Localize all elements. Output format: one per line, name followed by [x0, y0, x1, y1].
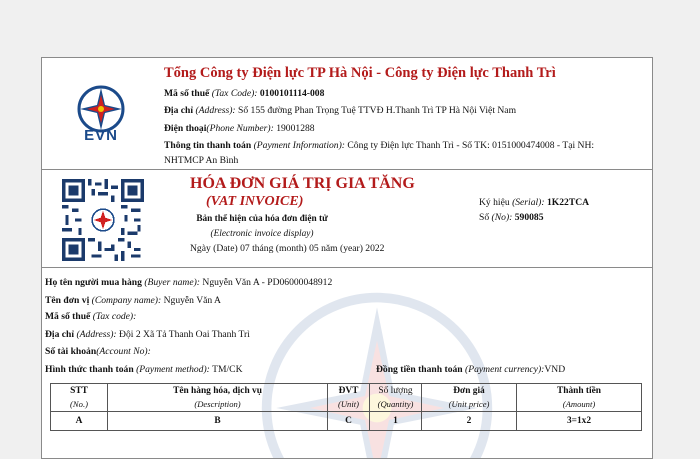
buyer-account-line: [45, 346, 151, 357]
seller-tax-label-en: (Tax Code):: [211, 88, 258, 99]
seller-phone: 19001288: [276, 123, 315, 134]
buyer-name: Nguyễn Văn A - PD06000048912: [202, 277, 333, 288]
buyer-address: Đội 2 Xã Tả Thanh Oai Thanh Trì: [119, 329, 250, 340]
table-cell: 3=1x2: [517, 412, 642, 431]
payment-method: TM/CK: [212, 364, 243, 375]
currency-value: VND: [544, 364, 566, 375]
seller-payment-info: Công ty Điện lực Thanh Trì - Số TK: 0151000474008 - Tại NH:: [347, 140, 595, 151]
invoice-date: Ngày (Date) 07 tháng (month) 05 năm (year) 2022: [190, 243, 385, 254]
display-label-vi: Bản thể hiện của hóa đơn điện tử: [196, 214, 328, 224]
buyer-name-label-en: (Buyer name):: [144, 277, 200, 288]
buyer-address-label: Địa chỉ: [45, 329, 75, 340]
logo-text: EVN: [84, 127, 118, 144]
seller-phone-label-en: (Phone Number):: [206, 123, 274, 134]
currency-label-en: (Payment currency):: [465, 364, 545, 375]
invoice-paper: [41, 57, 653, 459]
buyer-company-label: Tên đơn vị: [45, 295, 90, 306]
seller-address-label: Địa chỉ: [164, 105, 194, 116]
header-divider: [42, 169, 652, 170]
seller-tax-line: [164, 88, 324, 99]
seller-address-line: [164, 105, 516, 116]
seller-phone-line: [164, 123, 315, 134]
buyer-name-label: Họ tên người mua hàng: [45, 277, 142, 288]
table-row: [51, 412, 642, 431]
number-label-en: (No):: [491, 212, 513, 223]
buyer-divider: [42, 267, 652, 268]
buyer-account-label-en: (Account No):: [96, 346, 151, 357]
seller-address-label-en: (Address):: [195, 105, 236, 116]
buyer-address-line: [45, 329, 250, 340]
header-unit: ĐVT (Unit): [328, 384, 370, 412]
buyer-name-line: [45, 277, 332, 288]
payment-method-label: Hình thức thanh toán: [45, 364, 134, 375]
header-amount: Thành tiền (Amount): [517, 384, 642, 412]
buyer-company-label-en: (Company name):: [91, 295, 162, 306]
seller-tax-code: 0100101114-008: [259, 88, 325, 99]
payment-method-line: [45, 364, 243, 375]
seller-payment-line: [164, 140, 594, 151]
buyer-company: Nguyễn Văn A: [163, 295, 221, 306]
seller-phone-label: Điện thoại: [164, 123, 207, 134]
seller-payment-bank: NHTMCP An Bình: [164, 155, 239, 166]
seller-tax-label: Mã số thuế: [164, 88, 210, 99]
buyer-account-label: Số tài khoản: [45, 346, 97, 357]
seller-payment-label-en: (Payment Information):: [253, 140, 345, 151]
invoice-serial: [479, 197, 589, 208]
qr-code-icon: [62, 179, 144, 261]
table-cell: 2: [422, 412, 517, 431]
number-label: Số: [479, 212, 490, 223]
buyer-address-label-en: (Address):: [76, 329, 117, 340]
header-quantity: Số lượng (Quantity): [370, 384, 422, 412]
header-unit-price: Đơn giá (Unit price): [422, 384, 517, 412]
header-stt: STT (No.): [51, 384, 108, 412]
serial-label-en: (Serial):: [512, 197, 545, 208]
invoice-subtitle: (VAT INVOICE): [206, 194, 304, 209]
buyer-tax-label-en: (Tax code):: [92, 311, 137, 322]
table-cell: B: [108, 412, 328, 431]
currency-label: Đồng tiền thanh toán: [376, 364, 463, 375]
table-header-row: [51, 384, 642, 412]
table-cell: 1: [370, 412, 422, 431]
display-label-en: (Electronic invoice display): [210, 229, 314, 239]
buyer-tax-line: [45, 311, 136, 322]
seller-address: Số 155 đường Phan Trọng Tuệ TTVĐ H.Thanh Trì TP Hà Nội Việt Nam: [238, 105, 517, 116]
table-cell: C: [328, 412, 370, 431]
serial-value: 1K22TCA: [546, 197, 590, 208]
invoice-number: [479, 212, 544, 223]
buyer-company-line: [45, 295, 221, 306]
payment-method-label-en: (Payment method):: [136, 364, 210, 375]
header-description: Tên hàng hóa, dịch vụ (Description): [108, 384, 328, 412]
serial-label: Ký hiệu: [479, 197, 510, 208]
number-value: 590085: [514, 212, 544, 223]
items-table: [50, 383, 642, 431]
buyer-tax-label: Mã số thuế: [45, 311, 91, 322]
invoice-title: HÓA ĐƠN GIÁ TRỊ GIA TĂNG: [190, 175, 415, 192]
currency-line: [376, 364, 565, 375]
seller-name: Tổng Công ty Điện lực TP Hà Nội - Công ty Điện lực Thanh Trì: [164, 65, 556, 81]
seller-payment-label: Thông tin thanh toán: [164, 140, 252, 151]
table-cell: A: [51, 412, 108, 431]
